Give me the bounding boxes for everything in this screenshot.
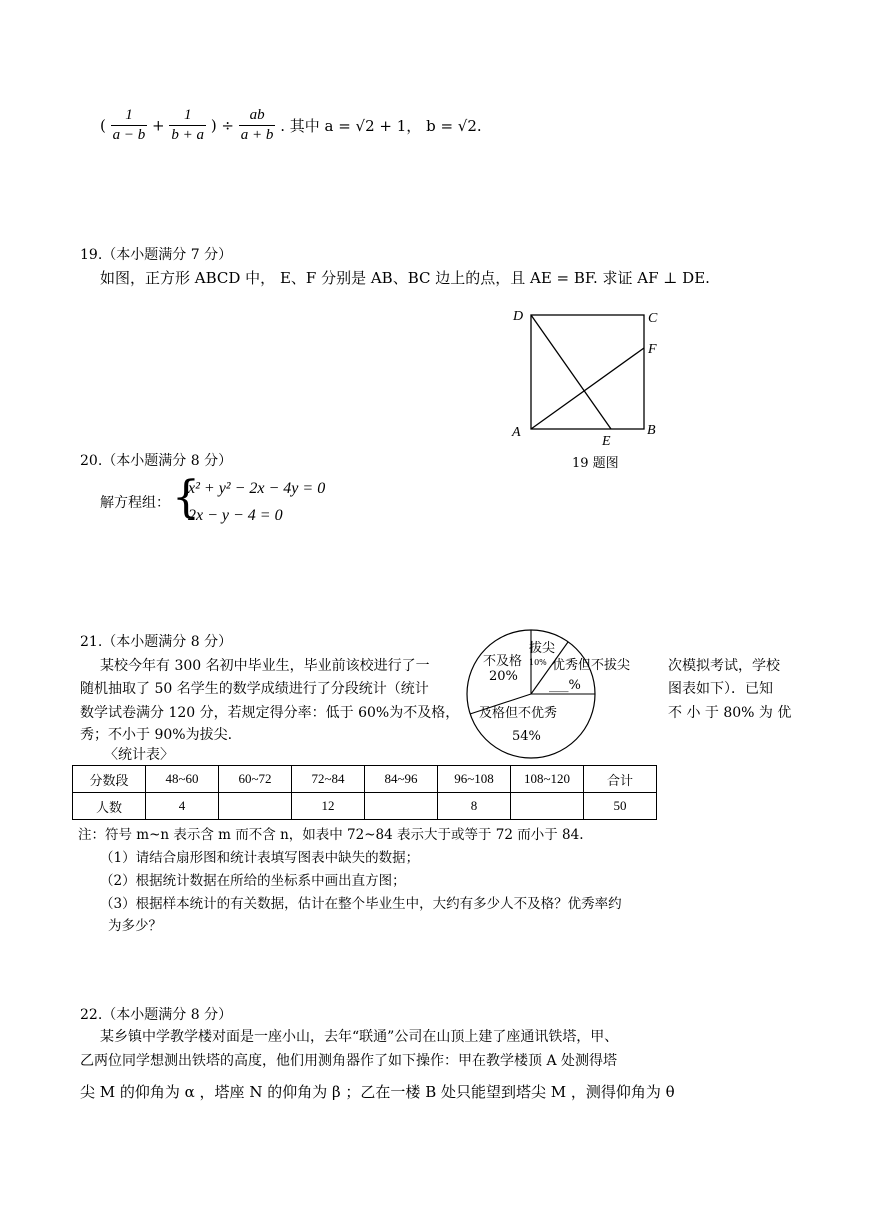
segment-af [531,348,644,429]
label-a: A [512,425,521,440]
q21-task2: （2）根据统计数据在所给的坐标系中画出直方图； [100,873,406,889]
pie-label-bajian: 拔尖 [529,641,556,656]
table-cell: 分数段 [73,766,146,793]
q18-paren-open: ( [100,116,106,135]
q22-line3: 尖 M 的仰角为 α ，塔座 N 的仰角为 β ；乙在一楼 B 处只能望到塔尖 M ，测得仰角为 θ [80,1083,675,1101]
q18-frac1-den: a − b [112,127,146,143]
q21-pie-chart [463,627,631,762]
table-cell [511,793,584,820]
pie-label-bujige: 不及格 [483,654,523,669]
table-cell: 84~96 [365,766,438,793]
q19-text: 如图，正方形 ABCD 中， E、F 分别是 AB、BC 边上的点，且 AE = BF. 求证 AF ⊥ DE. [100,269,710,287]
q21-task1: （1）请结合扇形图和统计表填写图表中缺失的数据； [100,850,420,866]
label-e: E [602,434,611,449]
pie-pct-jige: 54% [512,729,541,744]
q18-frac2-num: 1 [169,106,206,126]
q18-divide: ) ÷ [210,116,235,135]
label-d: D [513,309,524,324]
q18-fraction-2 [169,106,206,145]
q18-tail: . 其中 a = √2 + 1， b = √2. [280,117,482,135]
pie-label-youxiu: 优秀但不拔尖 [552,658,631,673]
q18-fraction-3 [239,106,276,145]
q21-header: 21.（本小题满分 8 分） [80,634,233,650]
pie-pct-youxiu: ___% [549,678,581,693]
q19-figure [505,305,675,449]
q18-plus: + [152,116,165,135]
q18-frac1-num: 1 [111,106,148,126]
q20-header: 20.（本小题满分 8 分） [80,453,233,469]
q21-line2a: 随机抽取了 50 名学生的数学成绩进行了分段统计（统计 [80,681,429,697]
q18-frac3-den: a + b [240,127,274,143]
q18-expression [100,106,482,145]
table-header-row [73,766,657,793]
q19-caption: 19 题图 [572,456,619,471]
q21-stat-table [72,765,657,820]
table-cell: 人数 [73,793,146,820]
table-cell: 12 [292,793,365,820]
q21-line1b: 次模拟考试，学校 [668,658,780,674]
table-cell: 48~60 [146,766,219,793]
q22-header: 22.（本小题满分 8 分） [80,1007,233,1023]
table-cell: 72~84 [292,766,365,793]
q21-task3: （3）根据样本统计的有关数据，估计在整个毕业生中，大约有多少人不及格？优秀率约 [100,896,622,912]
table-cell [365,793,438,820]
q21-line3a: 数学试卷满分 120 分，若规定得分率：低于 60%为不及格， [80,705,460,721]
table-cell: 50 [584,793,657,820]
segment-de [531,315,611,429]
table-cell: 8 [438,793,511,820]
q20-eq2: 2x − y − 4 = 0 [188,507,283,524]
q20-brace: { [172,472,200,523]
table-cell: 108~120 [511,766,584,793]
q19-header: 19.（本小题满分 7 分） [80,247,233,263]
table-row [73,793,657,820]
pie-pct-bajian: 10% [529,658,547,667]
square-abcd [531,315,644,429]
q20-eq1: x² + y² − 2x − 4y = 0 [188,480,326,497]
q21-line2b: 图表如下）．已知 [668,681,773,697]
q18-fraction-1 [111,106,148,145]
label-f: F [648,342,657,357]
q21-task3b: 为多少？ [108,918,162,934]
table-cell: 4 [146,793,219,820]
q18-frac3-num: ab [239,106,276,126]
pie-label-jige: 及格但不优秀 [479,706,558,721]
q21-note: 注：符号 m~n 表示含 m 而不含 n，如表中 72~84 表示大于或等于 72 而小于 84. [78,827,584,843]
q20-lead: 解方程组： [100,495,170,511]
q22-line1: 某乡镇中学教学楼对面是一座小山，去年“联通”公司在山顶上建了座通讯铁塔，甲、 [100,1029,619,1045]
q21-line1a: 某校今年有 300 名初中毕业生，毕业前该校进行了一 [100,658,430,674]
table-cell: 60~72 [219,766,292,793]
label-c: C [648,311,658,326]
table-cell: 合计 [584,766,657,793]
q21-line3b: 不 小 于 80% 为 优 [668,705,792,721]
table-cell: 96~108 [438,766,511,793]
q21-table-caption: 〈统计表〉 [104,747,174,763]
q22-line2: 乙两位同学想测出铁塔的高度，他们用测角器作了如下操作：甲在教学楼顶 A 处测得塔 [80,1053,618,1069]
table-cell [219,793,292,820]
q18-frac2-den: b + a [171,127,205,143]
pie-pct-bujige: 20% [489,669,518,684]
q21-line4: 秀；不小于 90%为拔尖. [80,727,233,743]
label-b: B [647,423,656,438]
